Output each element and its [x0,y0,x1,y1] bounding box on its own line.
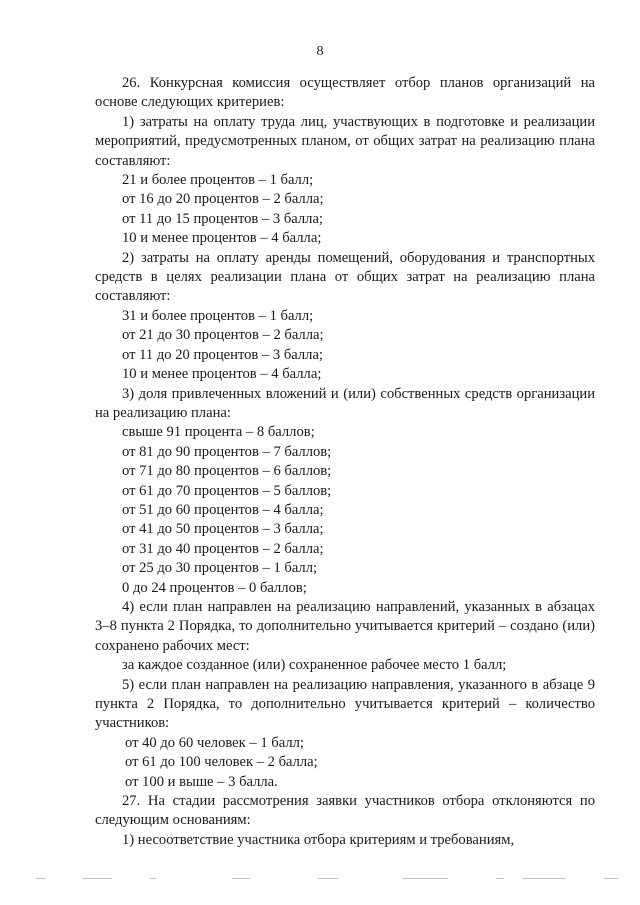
list-line: от 31 до 40 процентов – 2 балла; [122,540,324,557]
list-line: 31 и более процентов – 1 балл; [122,307,314,324]
list-line: 10 и менее процентов – 4 балла; [122,366,322,383]
paragraph: 5) если план направлен на реализацию направления, указанного в абзаце 9 пункта 2 Порядка, то дополнительно учитывается критерий – количество участников: [95,676,595,732]
list-line: от 61 до 70 процентов – 5 баллов; [122,482,332,499]
list-line: от 40 до 60 человек – 1 балл; [125,734,304,751]
list-line: от 100 и выше – 3 балла. [125,773,278,790]
list-line: свыше 91 процента – 8 баллов; [122,424,315,441]
list-line: от 16 до 20 процентов – 2 балла; [122,191,324,208]
list-line: от 51 до 60 процентов – 4 балла; [122,501,324,518]
list-line: 10 и менее процентов – 4 балла; [122,230,322,247]
scan-artifacts [0,876,640,882]
paragraph: 4) если план направлен на реализацию направлений, указанных в абзацах 3–8 пункта 2 Порядка, то дополнительно учитывается критерий – создано (или) сохранено рабочих мест: [95,598,595,654]
list-line: 21 и более процентов – 1 балл; [122,172,314,189]
list-line: от 81 до 90 процентов – 7 баллов; [122,443,332,460]
paragraph: 1) несоответствие участника отбора критериям и требованиям, [122,831,515,848]
paragraph: 26. Конкурсная комиссия осуществляет отбор планов организаций на основе следующих критериев: [95,75,595,111]
list-line: от 41 до 50 процентов – 3 балла; [122,521,324,538]
list-line: от 11 до 20 процентов – 3 балла; [122,346,323,363]
page-number: 8 [316,44,324,59]
list-line: от 11 до 15 процентов – 3 балла; [122,210,323,227]
list-line: 0 до 24 процентов – 0 баллов; [122,579,307,596]
document-body [95,74,595,850]
list-line: от 61 до 100 человек – 2 балла; [125,754,318,771]
paragraph: 1) затраты на оплату труда лиц, участвующих в подготовке и реализации мероприятий, предусмотренных планом, от общих затрат на реализацию плана составляют: [95,113,595,169]
paragraph: 3) доля привлеченных вложений и (или) собственных средств организации на реализацию плана: [95,385,595,421]
list-line: от 25 до 30 процентов – 1 балл; [122,560,318,577]
paragraph: 27. На стадии рассмотрения заявки участников отбора отклоняются по следующим основаниям: [95,793,595,829]
paragraph: 2) затраты на оплату аренды помещений, оборудования и транспортных средств в целях реализации плана от общих затрат на реализацию плана составляют: [95,249,595,305]
list-line: от 71 до 80 процентов – 6 баллов; [122,463,332,480]
list-line: за каждое созданное (или) сохраненное рабочее место 1 балл; [122,657,507,674]
list-line: от 21 до 30 процентов – 2 балла; [122,327,324,344]
